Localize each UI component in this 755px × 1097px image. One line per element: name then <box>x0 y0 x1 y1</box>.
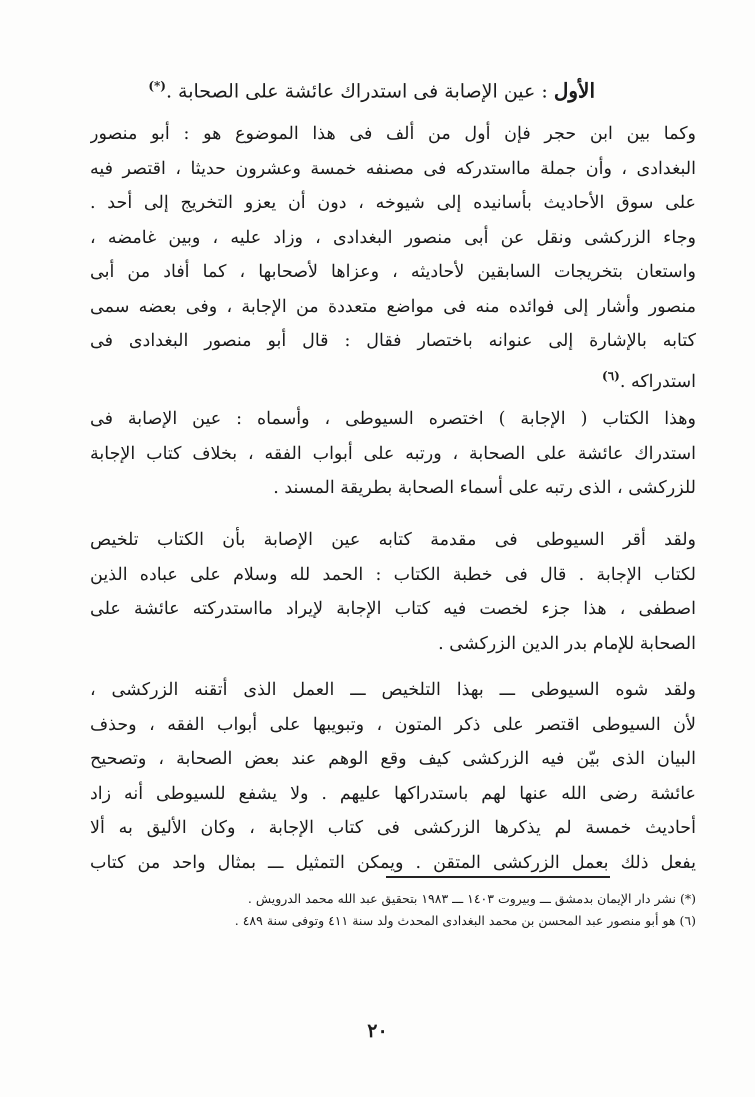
section-heading <box>148 72 595 105</box>
paragraph-line: لكتاب الإجابة . قال فى خطبة الكتاب : الحمد لله وسلام على عباده الذين <box>90 564 696 585</box>
paragraph-last-line <box>90 359 696 394</box>
paragraph-line: اصطفى ، هذا جزء لخصت فيه كتاب الإجابة لإيراد مااستدركته عائشة على <box>90 599 696 619</box>
underline-mark <box>386 876 610 878</box>
paragraph-line: وهذا الكتاب ( الإجابة ) اختصره السيوطى ، وأسماه : عين الإصابة فى <box>90 409 696 429</box>
heading-text: : عين الإصابة فى استدراك عائشة على الصحابة . <box>165 80 554 103</box>
paragraph-line: وكما بين ابن حجر فإن أول من ألف فى هذا الموضوع هو : أبو منصور <box>90 124 696 144</box>
paragraph-line: للزركشى ، الذى رتبه على أسماء الصحابة بطريقة المسند . <box>273 478 696 498</box>
paragraph-line: ولقد أقر السيوطى فى مقدمة كتابه عين الإصابة بأن الكتاب تلخيص <box>90 530 696 550</box>
paragraph-line: البيان الذى بيّن فيه الزركشى كيف وقع الوهم عند بعض الصحابة ، وتصحيح <box>90 749 696 769</box>
paragraph-line: البغدادى ، وأن جملة مااستدركه فى مصنفه خمسة وعشرون حديثا ، اقتصر فيه <box>90 158 696 179</box>
paragraph-line: يفعل ذلك بعمل الزركشى المتقن . ويمكن التمثيل ـــ بمثال واحد من كتاب <box>90 852 696 873</box>
paragraph-line: على سوق الأحاديث بأسانيده إلى شيوخه ، دون أن يعزو التخريج إلى أحد . <box>90 193 696 213</box>
paragraph-line: منصور وأشار إلى فوائده منه فى مواضع متعددة من الإجابة ، وفى بعضه سمى <box>90 296 696 317</box>
footnotes <box>100 888 696 932</box>
paragraph-2 <box>90 402 696 506</box>
paragraph-3 <box>90 523 696 661</box>
heading-lead: الأول <box>553 78 595 103</box>
paragraph-line: عائشة رضى الله عنها لهم باستدراكها عليهم . ولا يشفع للسيوطى أنه زاد <box>90 783 696 804</box>
footnote-1: (*) نشر دار الإيمان بدمشق ـــ وبيروت ١٤٠٣ ـــ ١٩٨٣ بتحقيق عبد الله محمد الدرويش . <box>247 891 696 906</box>
paragraph-line: أحاديث خمسة لم يذكرها الزركشى فى كتاب الإجابة ، وكان الأليق به ألا <box>90 818 696 838</box>
paragraph-line: لأن السيوطى اقتصر على ذكر المتون ، وتبويبها على أبواب الفقه ، وحذف <box>90 714 696 735</box>
paragraph-line-text: استدراكه . <box>619 371 696 392</box>
footnote-ref-6: (٦) <box>602 368 620 383</box>
paragraph-line: الصحابة للإمام بدر الدين الزركشى . <box>438 633 696 654</box>
paragraph-line: وجاء الزركشى ونقل عن أبى منصور البغدادى ، وزاد عليه ، وبين غامضه ، <box>90 227 696 248</box>
paragraph-line: استدراك عائشة على الصحابة ، ورتبه على أبواب الفقه ، بخلاف كتاب الإجابة <box>90 443 696 464</box>
paragraph-1 <box>90 117 696 393</box>
footnote-2: (٦) هو أبو منصور عبد المحسن بن محمد البغدادى المحدث ولد سنة ٤١١ وتوفى سنة ٤٨٩ . <box>234 913 696 928</box>
paragraph-line: ولقد شوه السيوطى ـــ بهذا التلخيص ـــ العمل الذى أتقنه الزركشى ، <box>90 680 696 700</box>
paragraph-line: واستعان بتخريجات السابقين لأحاديثه ، وعزاها لأصحابها ، كما أفاد من أبى <box>90 262 696 282</box>
paragraph-4 <box>90 673 696 880</box>
heading-footnote-ref: (*) <box>148 79 166 93</box>
paragraph-line: كتابه بالإشارة إلى عنوانه باختصار فقال : قال أبو منصور البغدادى فى <box>90 331 696 351</box>
page-number: ٢٠ <box>367 1020 388 1042</box>
